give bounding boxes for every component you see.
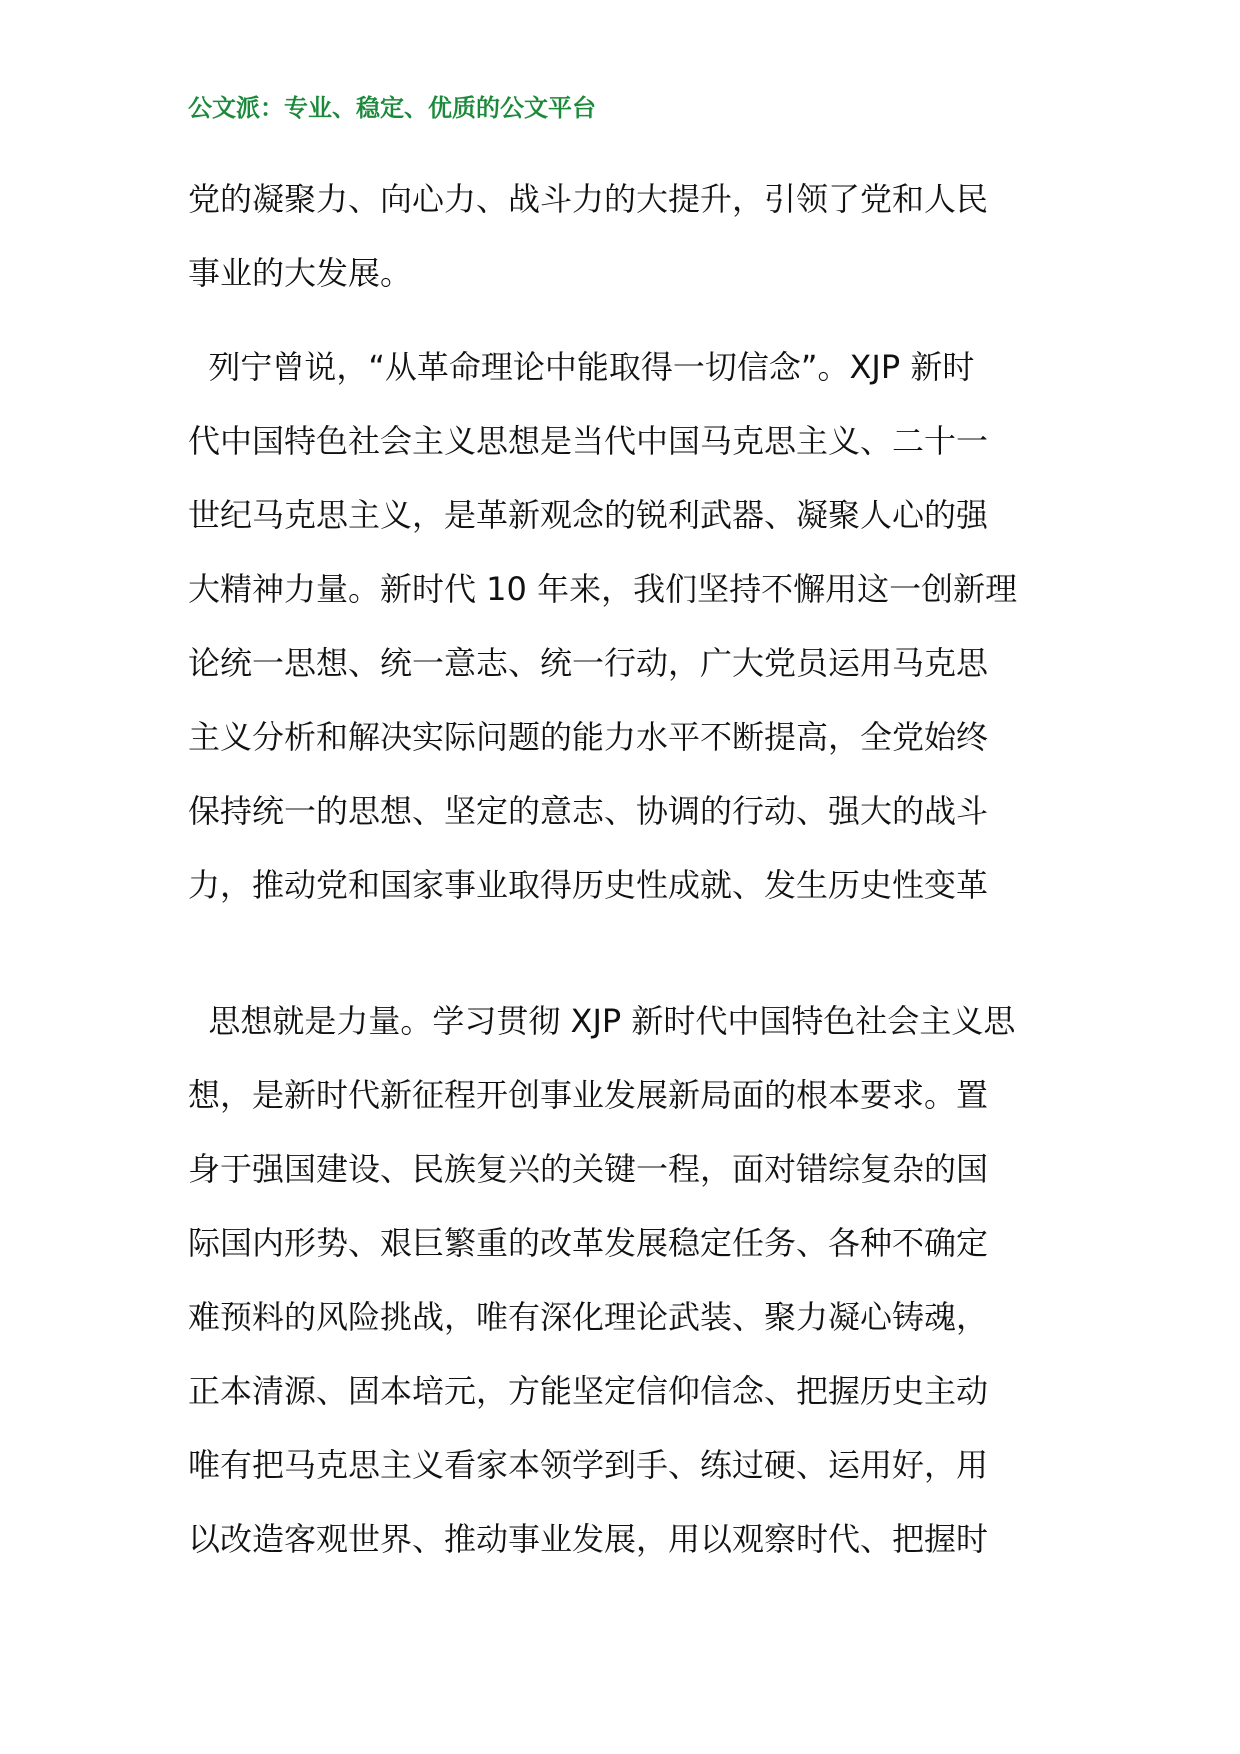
text-line: 世纪马克思主义，是革新观念的锐利武器、凝聚人心的强 [188,496,989,534]
text-line: 际国内形势、艰巨繁重的改革发展稳定任务、各种不确定 [188,1224,989,1262]
text-line: 党的凝聚力、向心力、战斗力的大提升，引领了党和人民 [188,180,989,218]
paragraph-2 [188,330,1058,922]
text-line: 以改造客观世界、推动事业发展，用以观察时代、把握时 [188,1520,989,1558]
text-line: 事业的大发展。 [188,254,413,292]
text-line: 列宁曾说，“从革命理论中能取得一切信念”。XJP 新时 [188,348,975,386]
text-line: 力，推动党和国家事业取得历史性成就、发生历史性变革 [188,866,989,904]
text-line: 代中国特色社会主义思想是当代中国马克思主义、二十一 [188,422,989,460]
text-line: 难预料的风险挑战，唯有深化理论武装、聚力凝心铸魂， [188,1298,989,1336]
text-line: 保持统一的思想、坚定的意志、协调的行动、强大的战斗 [188,792,989,830]
text-line: 论统一思想、统一意志、统一行动，广大党员运用马克思 [188,644,989,682]
paragraph-1 [188,162,1058,310]
text-line: 想，是新时代新征程开创事业发展新局面的根本要求。置 [188,1076,989,1114]
text-line: 唯有把马克思主义看家本领学到手、练过硬、运用好，用 [188,1446,989,1484]
paragraph-3 [188,984,1058,1576]
text-line: 大精神力量。新时代 10 年来，我们坚持不懈用这一创新理 [188,570,1018,608]
text-line: 思想就是力量。学习贯彻 XJP 新时代中国特色社会主义思 [188,1002,1016,1040]
text-line: 身于强国建设、民族复兴的关键一程，面对错综复杂的国 [188,1150,989,1188]
text-line: 正本清源、固本培元，方能坚定信仰信念、把握历史主动 [188,1372,989,1410]
text-line: 主义分析和解决实际问题的能力水平不断提高，全党始终 [188,718,989,756]
page-header: 公文派：专业、稳定、优质的公文平台 [188,94,596,122]
